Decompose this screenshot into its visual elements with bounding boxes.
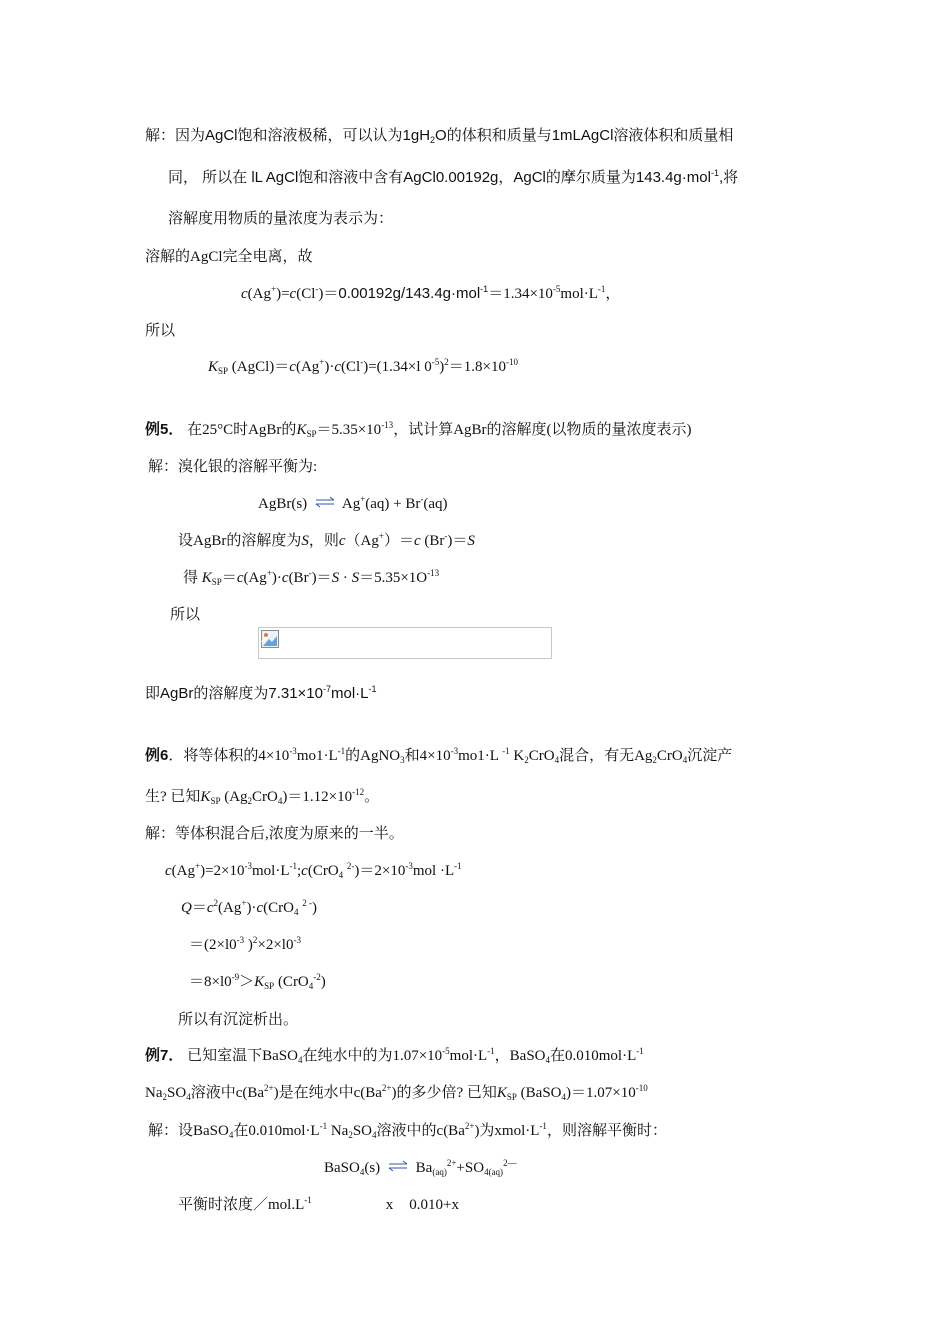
line-1: 解：因为AgCl饱和溶液极稀，可以认为$1gH_2O$的体积和质量与1mLAgCl溶液体积和质量相 [145, 127, 734, 145]
line-17: 解：等体积混合后,浓度为原来的一半。 [145, 826, 404, 842]
l26-b: $Ba_{(aq)}^{2+}+SO_{4(aq)}^{2—}$ [415, 1158, 517, 1177]
formula-image-placeholder [258, 627, 552, 659]
line-18: $c(Ag^+)=2\times 10^{-3}mol\cdot L^{-1};c(CrO_4$ $^{2-})=2\times 10^{-3}mol \cdot L^{-1}$ [165, 861, 462, 880]
line-21: $=8\times l0^{-9}>K_{SP}$ (CrO$_4^{-2}$) [189, 972, 326, 991]
line-11: 设AgBr的溶解度为S，则c（Ag+）＝c (Br-)＝S [178, 531, 475, 549]
l10-b: Ag+(aq) + Br-(aq) [341, 494, 448, 512]
equilibrium-agbr [258, 494, 448, 514]
line-27: 平衡时浓度$/mol.L^{-1}$ x 0.010+x [178, 1195, 459, 1213]
line-5: $c(Ag^+)=c(Cl^-)=0.00192g/143.4g\cdot mol^{-1}=1.34\times 10^{-5}mol\cdot L^{-1}$， [241, 284, 621, 302]
example-7-heading: 例7． 已知室温下BaSO$_4$在纯水中的为$1.07\times 10^{-5}mol\cdot L^{-1}$，BaSO$_4$在$0.010mol\cdot L^{-1}$ [145, 1046, 644, 1065]
line-6: 所以 [145, 323, 176, 339]
line-19: $Q=c^2(Ag^+)\cdot c(CrO_4$ $^{2 -}$) [181, 898, 317, 917]
broken-image-icon [261, 630, 279, 648]
example-6-heading: 例6．将等体积的$4\times 10^{-3}mo1\cdot L^{-1}$的AgNO$_3$和$4\times 10^{-3}mo1\cdot L$ $^{-1}$ $K_2CrO_4$混合，有无$Ag_2CrO_4$沉淀产 [145, 746, 733, 765]
line-2: 同， 所以在 lL AgCl饱和溶液中含有AgCl0.00192g，AgCl的摩尔质量为143.4g·mol$^{-1}$,将 [168, 168, 739, 186]
equilibrium-arrow-icon [313, 495, 337, 509]
line-25: 解：设BaSO$_4$在$0.010mol\cdot L^{-1}$ $Na_2SO_4$溶液中的$c(Ba^{2+})$为$xmol\cdot L^{-1}$，则溶解平衡时： [148, 1121, 667, 1140]
example-5-heading: 例5． 在25°C时AgBr的$K_{SP}=5.35\times 10^{-13}$，试计算AgBr的溶解度(以物质的量浓度表示) [145, 420, 692, 439]
line-14: 即AgBr的溶解度为$7.31\times 10^{-7}mol\cdot L^{-1}$ [145, 684, 377, 702]
line-9: 解：溴化银的溶解平衡为: [148, 459, 318, 475]
line-7: $K_{SP}$ (AgCl)＝c(Ag+)·c(Cl-)=(1.34×l $0^{-5})^2=1.8\times 10^{-10}$ [208, 357, 518, 376]
line-20: $=(2\times l0^{-3}$ )$^2\times 2\times l0^{-3}$ [189, 935, 301, 953]
line-4: 溶解的AgCl完全电离，故 [145, 249, 313, 265]
l10-a: AgBr(s) [258, 496, 308, 512]
line-12: 得 $K_{SP}=c(Ag^+)\cdot c(Br^-)=S \cdot S=5.35\times 1O^{-13}$ [183, 568, 440, 587]
equilibrium-arrow-icon [386, 1159, 410, 1173]
line-16: 生? 已知$K_{SP}$ $(Ag_2CrO_4)=1.12\times 10^{-12}$。 [145, 787, 380, 806]
line-3: 溶解度用物质的量浓度为表示为： [168, 211, 394, 227]
line-24: $Na_2SO_4$溶液中$c(Ba^{2+})$是在纯水中$c(Ba^{2+})$的多少倍? 已知$K_{SP}$ $(BaSO_4)=1.07\times 10^{-10}$ [145, 1083, 648, 1102]
l26-a: BaSO$_4$(s) [324, 1160, 381, 1177]
equilibrium-baso4 [324, 1158, 517, 1178]
line-22: 所以有沉淀析出。 [178, 1012, 299, 1028]
line-13: 所以 [170, 607, 201, 623]
